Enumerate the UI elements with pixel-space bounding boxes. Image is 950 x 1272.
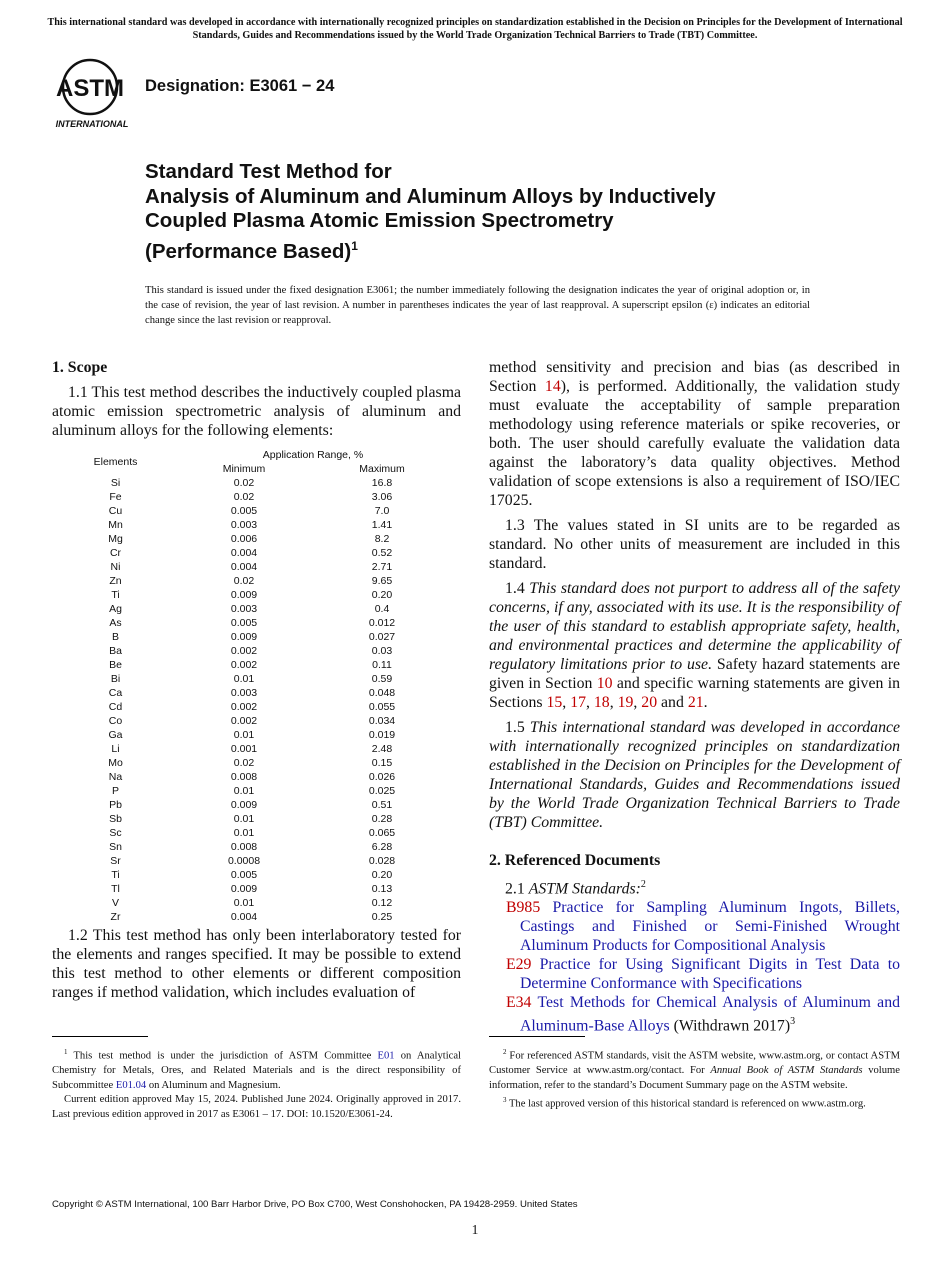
- section-15-link[interactable]: 15: [546, 694, 563, 711]
- table-cell-element: Sc: [109, 827, 122, 839]
- table-row: [78, 868, 438, 882]
- paragraph-1-4: 1.4 This standard does not purport to address all of the safety concerns, if any, associated with its use. It is the responsibility of the user of this standard to establish appropriate safety, health, and environmental practices and determine the applicability of regulatory limitations prior to use. Safety hazard statements are given in Section 10 and specific warning statements are given in Sections 15, 17, 18, 19, 20 and 21.: [489, 580, 900, 711]
- left-column: [52, 358, 461, 440]
- logo-text: ASTM: [56, 75, 124, 102]
- table-cell-element: Mn: [108, 519, 123, 531]
- table-cell-minimum: 0.003: [230, 519, 258, 531]
- table-cell-element: P: [111, 785, 119, 797]
- table-cell-maximum: 0.12: [371, 897, 393, 909]
- paragraph-1-2-continued: method sensitivity and precision and bias (as described in Section 14), is performed. Additionally, the validation study must evaluate the acceptability of sample preparation methodology using reference materials or spike recoveries, or both. The user should carefully evaluate the validation data against the laboratory’s data quality objectives. Method validation of scope extensions is also a requirement of ISO/IEC 17025.: [489, 359, 900, 509]
- table-cell-maximum: 0.026: [368, 771, 396, 783]
- table-row: [78, 672, 438, 686]
- table-cell-minimum: 0.009: [230, 631, 258, 643]
- copyright: Copyright © ASTM International, 100 Barr Harbor Drive, PO Box C700, West Conshohocken, PA 19428-2959. United States: [52, 1199, 578, 1210]
- paragraph-1-2-block: [52, 926, 461, 1002]
- table-row: [78, 616, 438, 630]
- table-row: [78, 770, 438, 784]
- table-cell-element: Sb: [109, 813, 122, 825]
- table-row: [78, 812, 438, 826]
- col-header-elements: Elements: [93, 456, 138, 468]
- table-cell-element: Ga: [108, 729, 123, 741]
- table-cell-element: Bi: [110, 673, 121, 685]
- table-cell-maximum: 0.028: [368, 855, 396, 867]
- table-row: [78, 560, 438, 574]
- title-line-1: Standard Test Method for: [145, 160, 392, 183]
- section-19-link[interactable]: 19: [617, 694, 634, 711]
- section-21-link[interactable]: 21: [687, 694, 704, 711]
- table-row: [78, 588, 438, 602]
- table-cell-element: Sr: [110, 855, 121, 867]
- table-cell-minimum: 0.005: [230, 505, 258, 517]
- table-cell-element: Ti: [111, 869, 120, 881]
- paragraph-1-5: 1.5 This international standard was developed in accordance with internationally recognized principles on standardization established in the Decision on Principles for the Development of International Standards, Guides and Recommendations issued by the World Trade Organization Technical Barriers to Trade (TBT) Committee.: [489, 719, 900, 831]
- table-row: [78, 714, 438, 728]
- right-column: [489, 358, 900, 1036]
- table-cell-maximum: 0.03: [371, 645, 393, 657]
- table-cell-maximum: 7.0: [374, 505, 390, 517]
- table-cell-minimum: 0.01: [233, 813, 255, 825]
- table-row: [78, 602, 438, 616]
- title-line-3: Coupled Plasma Atomic Emission Spectrometry: [145, 209, 614, 232]
- col-header-range: Application Range, %: [262, 449, 364, 461]
- reference-e34[interactable]: E34 Test Methods for Chemical Analysis of Aluminum and Aluminum-Base Alloys (Withdrawn 2017)$^3$: [506, 994, 900, 1035]
- page-number: 1: [471, 1222, 479, 1237]
- table-cell-minimum: 0.01: [233, 827, 255, 839]
- table-cell-maximum: 0.055: [368, 701, 396, 713]
- table-cell-minimum: 0.008: [230, 841, 258, 853]
- section-10-link[interactable]: 10: [596, 675, 613, 692]
- reference-e29[interactable]: E29 Practice for Using Significant Digits in Test Data to Determine Conformance with Specifications: [506, 956, 900, 993]
- table-cell-element: Ag: [109, 603, 122, 615]
- table-cell-minimum: 0.02: [233, 575, 255, 587]
- table-cell-element: Li: [111, 743, 120, 755]
- table-cell-element: V: [111, 897, 119, 909]
- table-row: [78, 630, 438, 644]
- logo-subtext: INTERNATIONAL: [55, 119, 129, 129]
- table-cell-minimum: 0.01: [233, 729, 255, 741]
- table-cell-minimum: 0.004: [230, 547, 258, 559]
- title-line-2: Analysis of Aluminum and Aluminum Alloys by Inductively: [145, 184, 716, 208]
- astm-logo-icon: [52, 56, 136, 132]
- table-cell-minimum: 0.008: [230, 771, 258, 783]
- table-cell-minimum: 0.01: [233, 897, 255, 909]
- table-cell-maximum: 3.06: [371, 491, 393, 503]
- table-cell-minimum: 0.001: [230, 743, 258, 755]
- table-cell-element: Ca: [108, 687, 123, 699]
- issued-note: This standard is issued under the fixed designation E3061; the number immediately following the designation indicates the year of original adoption or, in the case of revision, the year of last revision. A number in parentheses indicates the year of last reapproval. A superscript epsilon (ε) indicates an editorial change since the last revision or reapproval.: [145, 285, 810, 326]
- subcommittee-e01-04-link[interactable]: E01.04: [115, 1079, 147, 1091]
- table-cell-maximum: 0.048: [368, 687, 396, 699]
- table-cell-minimum: 0.005: [230, 869, 258, 881]
- table-cell-maximum: 9.65: [371, 575, 393, 587]
- table-cell-element: Sn: [109, 841, 122, 853]
- table-header-row: [78, 448, 438, 468]
- table-cell-minimum: 0.002: [230, 715, 258, 727]
- table-cell-maximum: 0.065: [368, 827, 396, 839]
- table-row: [78, 882, 438, 896]
- designation: Designation: E3061 − 24: [145, 77, 335, 95]
- table-cell-maximum: 2.48: [371, 743, 393, 755]
- table-cell-minimum: 0.002: [230, 701, 258, 713]
- table-cell-element: Mg: [108, 533, 123, 545]
- paragraph-1-1: 1.1 This test method describes the inductively coupled plasma atomic emission spectrometric analysis of aluminum and aluminum alloys for the following elements:: [52, 384, 461, 439]
- footnotes-right: [489, 1045, 900, 1112]
- table-cell-element: Si: [110, 477, 121, 489]
- paragraph-1-2: 1.2 This test method has only been interlaboratory tested for the elements and ranges specified. It may be possible to extend this test method to other elements or different composition ranges if method validation, which includes evaluation of: [52, 927, 461, 1001]
- footnotes-left: [52, 1045, 461, 1122]
- top-notice: This international standard was developed in accordance with internationally recognized principles on standardization established in the Decision on Principles for the Development of International Standards, Guides and Recommendations issued by the World Trade Organization Technical Barriers to Trade (TBT) Committee.: [47, 17, 903, 41]
- table-cell-maximum: 0.52: [371, 547, 393, 559]
- col-header-maximum: Maximum: [359, 463, 405, 475]
- table-cell-maximum: 16.8: [371, 477, 393, 489]
- section-14-link[interactable]: 14: [544, 378, 561, 395]
- table-cell-maximum: 0.25: [371, 911, 393, 923]
- table-cell-minimum: 0.002: [230, 645, 258, 657]
- reference-b985[interactable]: B985 Practice for Sampling Aluminum Ingots, Billets, Castings and Finished or Semi-Finished Wrought Aluminum Products for Compositional Analysis: [506, 899, 900, 955]
- table-row: [78, 686, 438, 700]
- table-cell-minimum: 0.01: [233, 673, 255, 685]
- table-cell-element: Na: [108, 771, 123, 783]
- paragraph-1-3: 1.3 The values stated in SI units are to be regarded as standard. No other units of measurement are included in this standard.: [489, 517, 900, 572]
- paragraph-2-1: 2.1 ASTM Standards:$^2$: [505, 879, 646, 898]
- table-body: [78, 476, 438, 924]
- title-footnote-mark: 1: [351, 238, 358, 253]
- table-cell-element: Fe: [109, 491, 122, 503]
- table-cell-element: Be: [109, 659, 122, 671]
- table-row: [78, 854, 438, 868]
- table-cell-minimum: 0.0008: [227, 855, 261, 867]
- table-cell-minimum: 0.003: [230, 603, 258, 615]
- col-header-minimum: Minimum: [222, 463, 266, 475]
- table-cell-maximum: 0.59: [371, 673, 393, 685]
- committee-e01-link[interactable]: E01: [377, 1050, 395, 1062]
- table-cell-maximum: 1.41: [371, 519, 393, 531]
- table-cell-minimum: 0.02: [233, 757, 255, 769]
- table-row: [78, 574, 438, 588]
- table-cell-element: Pb: [109, 799, 122, 811]
- table-cell-minimum: 0.003: [230, 687, 258, 699]
- table-cell-minimum: 0.004: [230, 561, 258, 573]
- table-row: [78, 644, 438, 658]
- table-cell-maximum: 0.025: [368, 785, 396, 797]
- table-cell-maximum: 0.20: [371, 869, 393, 881]
- footnote-1-edition: Current edition approved May 15, 2024. Published June 2024. Originally approved in 2017. Last previous edition approved in 2017 as E3061 – 17. DOI: 10.1520/E3061-24.: [52, 1094, 461, 1120]
- table-cell-maximum: 0.28: [371, 813, 393, 825]
- table-cell-maximum: 0.20: [371, 589, 393, 601]
- referenced-documents-heading: 2. Referenced Documents: [489, 852, 661, 869]
- footnote-rule-right: [489, 1036, 585, 1037]
- table-cell-element: B: [111, 631, 119, 643]
- table-cell-minimum: 0.004: [230, 911, 258, 923]
- table-cell-element: Ba: [109, 645, 122, 657]
- table-row: [78, 490, 438, 504]
- table-cell-element: Mo: [108, 757, 123, 769]
- table-cell-maximum: 0.4: [374, 603, 390, 615]
- table-cell-maximum: 0.012: [368, 617, 396, 629]
- table-cell-maximum: 8.2: [374, 533, 390, 545]
- footnote-rule-left: [52, 1036, 148, 1037]
- table-cell-maximum: 0.11: [372, 659, 392, 671]
- table-row: [78, 532, 438, 546]
- table-cell-element: Co: [108, 715, 123, 727]
- table-cell-element: Ni: [110, 561, 121, 573]
- footnote-1: $^1$ This test method is under the jurisdiction of ASTM Committee E01 on Analytical Chemistry for Metals, Ores, and Related Materials and is the direct responsibility of Subcommittee E01.04 on Aluminum and Magnesium.: [52, 1048, 461, 1091]
- table-cell-minimum: 0.002: [230, 659, 258, 671]
- table-cell-element: Tl: [111, 883, 120, 895]
- table-row: [78, 476, 438, 490]
- table-cell-element: Cr: [109, 547, 122, 559]
- table-cell-element: Ti: [111, 589, 120, 601]
- table-row: [78, 504, 438, 518]
- table-cell-minimum: 0.006: [230, 533, 258, 545]
- document-title: [145, 160, 716, 264]
- table-cell-maximum: 0.034: [368, 715, 396, 727]
- table-cell-maximum: 0.027: [368, 631, 396, 643]
- table-row: [78, 910, 438, 924]
- section-20-link[interactable]: 20: [641, 694, 658, 711]
- table-cell-element: As: [109, 617, 122, 629]
- table-cell-minimum: 0.009: [230, 589, 258, 601]
- table-row: [78, 756, 438, 770]
- table-row: [78, 546, 438, 560]
- table-cell-element: Cu: [108, 505, 123, 517]
- footnote-3: $^3$ The last approved version of this historical standard is referenced on www.astm.org.: [503, 1096, 866, 1110]
- table-row: [78, 784, 438, 798]
- elements-table: [78, 448, 438, 924]
- footnote-2: $^2$ For referenced ASTM standards, visit the ASTM website, www.astm.org, or contact ASTM Customer Service at www.astm.org/contact. For Annual Book of ASTM Standards volume information, refer to the standard’s Document Summary page on the ASTM website.: [489, 1048, 900, 1091]
- table-row: [78, 700, 438, 714]
- table-cell-element: Cd: [108, 701, 123, 713]
- table-row: [78, 742, 438, 756]
- table-cell-minimum: 0.009: [230, 883, 258, 895]
- table-cell-maximum: 0.51: [371, 799, 393, 811]
- table-row: [78, 840, 438, 854]
- table-cell-maximum: 0.019: [368, 729, 396, 741]
- table-cell-element: Zn: [109, 575, 122, 587]
- table-row: [78, 798, 438, 812]
- table-cell-maximum: 6.28: [371, 841, 393, 853]
- astm-logo: [52, 56, 136, 132]
- table-cell-minimum: 0.02: [233, 477, 255, 489]
- table-cell-minimum: 0.02: [233, 491, 255, 503]
- table-cell-element: Zr: [110, 911, 121, 923]
- title-line-4: (Performance Based)$^1$: [145, 238, 358, 263]
- table-row: [78, 826, 438, 840]
- table-cell-maximum: 0.15: [371, 757, 393, 769]
- table-row: [78, 896, 438, 910]
- table-cell-minimum: 0.005: [230, 617, 258, 629]
- section-17-link[interactable]: 17: [570, 694, 586, 711]
- section-18-link[interactable]: 18: [593, 694, 610, 711]
- table-row: [78, 658, 438, 672]
- table-cell-minimum: 0.009: [230, 799, 258, 811]
- table-row: [78, 518, 438, 532]
- table-subheader-row: [78, 462, 438, 476]
- scope-heading: 1. Scope: [52, 359, 108, 376]
- table-cell-minimum: 0.01: [233, 785, 255, 797]
- table-row: [78, 728, 438, 742]
- table-cell-maximum: 0.13: [371, 883, 393, 895]
- table-cell-maximum: 2.71: [371, 561, 393, 573]
